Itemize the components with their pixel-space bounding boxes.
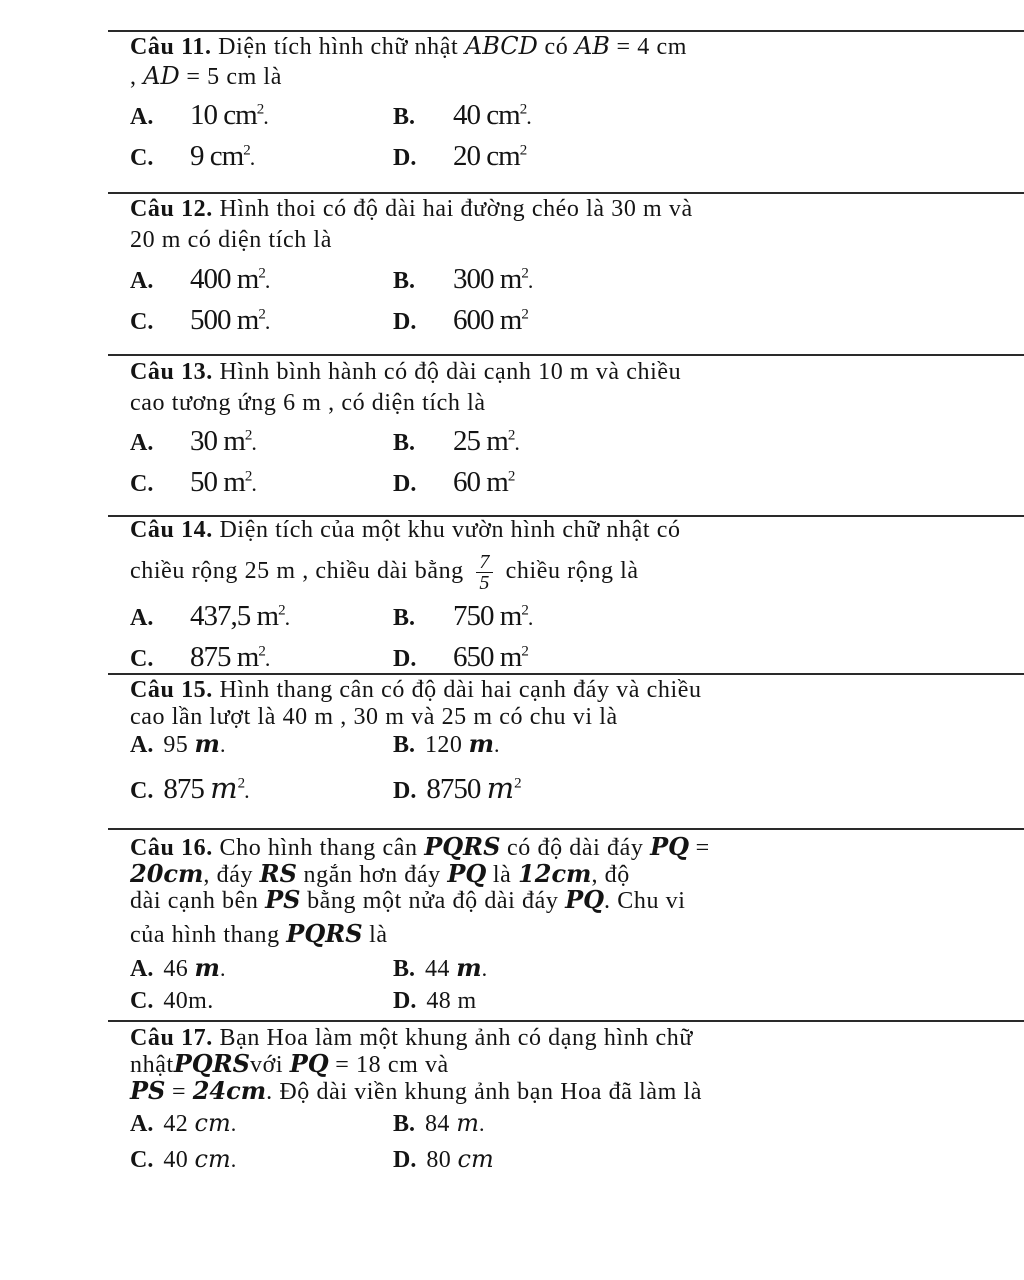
option-a[interactable] [130, 728, 226, 761]
math-symbol: PQRS [424, 832, 501, 861]
option-unit: cm [194, 1145, 231, 1173]
math-symbol: 12cm [518, 859, 592, 888]
option-b[interactable] [393, 952, 488, 985]
question-text-line [130, 516, 681, 544]
option-letter: B. [393, 604, 416, 631]
option-period: . [251, 470, 256, 496]
option-exponent: 2 [521, 643, 528, 659]
question-text-line [130, 552, 639, 593]
option-letter: A. [130, 732, 154, 758]
option-number: 44 [425, 956, 457, 982]
option-number: 600 m [453, 303, 522, 336]
text-run: nhật [130, 1052, 174, 1078]
option-unit: cm [194, 1109, 231, 1137]
option-period: . [494, 732, 500, 757]
option-letter: D. [393, 470, 417, 497]
math-symbol: AD [143, 62, 180, 90]
question-text-line [130, 860, 630, 889]
option-number: 500 m [190, 303, 259, 336]
option-value [426, 1147, 493, 1173]
option-value [453, 641, 528, 673]
option-letter: A. [130, 267, 154, 294]
text-run: là [486, 862, 519, 888]
question-text-line [130, 226, 332, 254]
question-text-line [130, 833, 710, 862]
text-run: , [130, 64, 144, 90]
option-number: 9 cm [190, 139, 244, 172]
option-b[interactable] [393, 257, 532, 297]
math-symbol: 24cm [192, 1076, 267, 1105]
option-value [453, 263, 532, 295]
option-number: 875 [163, 772, 211, 805]
divider [108, 673, 1024, 675]
text-run: có [537, 34, 575, 60]
option-c[interactable] [130, 298, 269, 338]
option-exponent: 2 [256, 101, 264, 117]
option-letter: C. [130, 308, 154, 335]
option-value [426, 770, 521, 805]
math-symbol: PS [130, 1076, 166, 1105]
divider [108, 828, 1024, 830]
option-period: . [284, 604, 290, 630]
option-exponent: 2 [258, 643, 265, 659]
text-run: chiều rộng 25 m , chiều dài bằng [130, 558, 471, 585]
option-value [425, 953, 488, 982]
option-d[interactable] [393, 460, 514, 500]
option-letter: A. [130, 103, 154, 130]
text-run: cao lần lượt là 40 m , 30 m và 25 m có chu vi là [130, 704, 618, 730]
option-letter: A. [130, 956, 154, 982]
option-value [163, 1111, 236, 1137]
option-period: . [230, 1111, 237, 1136]
option-number: 40 [163, 1147, 195, 1173]
fraction-denominator: 5 [479, 572, 490, 594]
option-letter: D. [393, 988, 417, 1014]
option-letter: B. [393, 429, 416, 456]
option-value [425, 1111, 485, 1137]
option-number: 46 [163, 956, 195, 982]
option-value [190, 425, 256, 457]
option-number: 80 [426, 1147, 458, 1173]
option-c[interactable] [130, 460, 256, 500]
math-symbol: PQ [565, 885, 605, 914]
option-value [425, 729, 500, 758]
option-letter: C. [130, 645, 154, 672]
option-letter: B. [393, 732, 416, 758]
math-symbol: ABCD [464, 32, 538, 60]
option-period: . [219, 732, 226, 757]
option-exponent: 2 [521, 265, 528, 281]
option-period: . [264, 645, 270, 671]
question-text-line [130, 1050, 449, 1079]
option-d[interactable] [393, 298, 528, 338]
option-exponent: 2 [521, 602, 528, 618]
option-b[interactable] [393, 728, 500, 761]
option-value [163, 1147, 236, 1173]
option-c[interactable] [130, 1143, 237, 1176]
option-period: . [244, 777, 249, 803]
option-exponent: 2 [244, 468, 252, 484]
option-b[interactable] [393, 93, 531, 133]
option-letter: D. [393, 144, 417, 171]
option-exponent: 2 [507, 427, 515, 443]
text-run: Diện tích hình chữ nhật [218, 34, 465, 60]
text-run: = [689, 835, 710, 861]
text-run: bằng một nửa độ dài đáy [300, 888, 566, 914]
option-exponent: 2 [519, 142, 527, 158]
option-d[interactable] [393, 767, 521, 807]
option-letter: A. [130, 1111, 154, 1137]
divider [108, 354, 1024, 356]
text-run: . Chu vi [604, 888, 686, 914]
option-value [453, 304, 528, 336]
math-symbol: PQ [447, 859, 487, 888]
option-value [163, 988, 213, 1014]
option-a[interactable] [130, 257, 269, 297]
text-run: với [249, 1052, 290, 1078]
text-run: = 5 cm là [179, 64, 282, 90]
option-a[interactable] [130, 952, 226, 985]
option-value [453, 466, 514, 498]
question-text-line [130, 676, 702, 704]
question-text-line [130, 32, 687, 61]
option-d[interactable] [393, 635, 528, 675]
text-run: Bạn Hoa làm một khung ảnh có dạng hình chữ [219, 1025, 693, 1051]
text-run: có độ dài đáy [500, 835, 651, 861]
option-number: 750 m [453, 599, 522, 632]
option-value [190, 641, 269, 673]
option-letter: D. [393, 777, 417, 804]
option-letter: D. [393, 1147, 417, 1173]
option-exponent: 2 [258, 265, 265, 281]
option-period: . [527, 604, 533, 630]
fraction [476, 552, 493, 593]
divider [108, 1020, 1024, 1022]
option-value [163, 953, 226, 982]
option-letter: A. [130, 604, 154, 631]
question-number: Câu 11. [130, 34, 212, 60]
option-value [190, 466, 256, 498]
option-number: 42 [163, 1111, 195, 1137]
fraction-numerator: 7 [476, 552, 493, 573]
option-letter: C. [130, 470, 154, 497]
option-a[interactable] [130, 594, 289, 634]
option-number: 300 m [453, 262, 522, 295]
question-text-line [130, 195, 693, 223]
option-letter: A. [130, 429, 154, 456]
option-value [453, 99, 531, 131]
option-value [453, 600, 532, 632]
option-exponent: 2 [237, 775, 245, 791]
question-text-line [130, 886, 686, 915]
option-number: 400 m [190, 262, 259, 295]
option-number: 50 m [190, 465, 245, 498]
option-number: 437,5 m [190, 599, 279, 632]
option-letter: C. [130, 988, 154, 1014]
option-unit: cm [457, 1145, 494, 1173]
option-number: 40m. [163, 988, 214, 1014]
option-letter: D. [393, 645, 417, 672]
option-exponent: 2 [507, 468, 515, 484]
question-number: Câu 12. [130, 196, 213, 222]
option-number: 875 m [190, 640, 259, 673]
text-run: Cho hình thang cân [219, 835, 425, 861]
option-period: . [526, 103, 531, 129]
math-symbol: AB [574, 32, 610, 60]
option-number: 120 [425, 732, 469, 758]
math-symbol: RS [259, 859, 297, 888]
option-c[interactable] [130, 985, 214, 1017]
text-run: dài cạnh bên [130, 888, 266, 914]
text-run: cao tương ứng 6 m , có diện tích là [130, 390, 486, 416]
text-run: Diện tích của một khu vườn hình chữ nhật có [219, 517, 681, 543]
option-letter: D. [393, 308, 417, 335]
text-run: 20 m có diện tích là [130, 227, 332, 253]
option-letter: B. [393, 103, 416, 130]
question-text-line [130, 920, 388, 949]
math-symbol: PQ [650, 832, 690, 861]
option-b[interactable] [393, 1107, 485, 1140]
option-value [163, 729, 226, 758]
text-run: , đáy [203, 862, 260, 888]
option-period: . [219, 956, 226, 981]
option-unit: m [210, 770, 238, 805]
option-unit: m [486, 770, 515, 805]
math-symbol: 20cm [130, 859, 204, 888]
option-period: . [527, 267, 533, 293]
option-exponent: 2 [244, 427, 252, 443]
option-b[interactable] [393, 419, 519, 459]
question-text-line [130, 62, 282, 91]
option-period: . [263, 103, 268, 129]
option-b[interactable] [393, 594, 532, 634]
question-number: Câu 17. [130, 1025, 213, 1051]
option-unit: m [456, 953, 482, 982]
option-exponent: 2 [243, 142, 250, 158]
text-run: . Độ dài viền khung ảnh bạn Hoa đã làm là [266, 1079, 702, 1105]
option-exponent: 2 [514, 775, 521, 791]
option-period: . [264, 308, 270, 334]
math-symbol: PQ [289, 1049, 329, 1078]
math-symbol: PQRS [173, 1049, 250, 1078]
option-a[interactable] [130, 419, 256, 459]
question-text-line [130, 703, 618, 731]
option-number: 40 cm [453, 98, 520, 131]
option-unit: m [194, 953, 220, 982]
option-c[interactable] [130, 635, 269, 675]
option-value [190, 263, 269, 295]
option-letter: B. [393, 267, 416, 294]
question-text-line [130, 1024, 693, 1052]
option-period: . [251, 429, 256, 455]
text-run: Hình thoi có độ dài hai đường chéo là 30 m và [219, 196, 693, 222]
option-d[interactable] [393, 1143, 494, 1176]
option-a[interactable] [130, 1107, 237, 1140]
option-letter: C. [130, 777, 154, 804]
option-a[interactable] [130, 93, 268, 133]
option-exponent: 2 [278, 602, 285, 618]
option-value [163, 770, 249, 805]
option-number: 30 m [190, 424, 245, 457]
option-period: . [230, 1147, 237, 1172]
option-period: . [249, 144, 255, 170]
option-period: . [481, 956, 488, 981]
math-symbol: PS [265, 885, 301, 914]
question-number: Câu 15. [130, 677, 213, 703]
text-run: Hình bình hành có độ dài cạnh 10 m và chiều [219, 359, 682, 385]
option-value [190, 140, 254, 172]
option-value [190, 600, 289, 632]
question-text-line [130, 389, 486, 417]
option-value [190, 99, 268, 131]
option-value [453, 425, 519, 457]
option-letter: B. [393, 1111, 416, 1137]
option-number: 650 m [453, 640, 522, 673]
option-unit: m [456, 1109, 479, 1137]
option-number: 20 cm [453, 139, 520, 172]
option-number: 10 cm [190, 98, 257, 131]
text-run: Hình thang cân có độ dài hai cạnh đáy và chiều [219, 677, 702, 703]
option-letter: C. [130, 1147, 154, 1173]
option-exponent: 2 [519, 101, 527, 117]
text-run: ngắn hơn đáy [296, 862, 448, 888]
option-number: 8750 [426, 772, 487, 805]
option-number: 84 [425, 1111, 457, 1137]
option-d[interactable] [393, 985, 477, 1017]
text-run: , độ [591, 862, 630, 888]
question-number: Câu 14. [130, 517, 213, 543]
option-exponent: 2 [521, 306, 528, 322]
option-letter: C. [130, 144, 154, 171]
option-value [453, 140, 526, 172]
option-unit: m [468, 729, 495, 758]
option-c[interactable] [130, 134, 254, 174]
text-run: = 18 cm và [328, 1052, 449, 1078]
option-d[interactable] [393, 134, 526, 174]
question-number: Câu 16. [130, 835, 213, 861]
option-number: 60 m [453, 465, 508, 498]
option-unit: m [194, 729, 220, 758]
option-value [426, 988, 476, 1014]
text-run: là [362, 922, 388, 948]
text-run: = [165, 1079, 193, 1105]
question-number: Câu 13. [130, 359, 213, 385]
option-c[interactable] [130, 767, 249, 807]
text-run: của hình thang [130, 922, 287, 948]
question-text-line [130, 1077, 702, 1106]
option-period: . [264, 267, 270, 293]
text-run: chiều rộng là [499, 558, 639, 585]
option-period: . [514, 429, 519, 455]
text-run: = 4 cm [609, 34, 687, 60]
option-value [190, 304, 269, 336]
math-symbol: PQRS [286, 919, 363, 948]
option-number: 95 [163, 732, 195, 758]
option-letter: B. [393, 956, 416, 982]
divider [108, 192, 1024, 194]
option-number: 48 m [426, 988, 477, 1014]
question-text-line [130, 358, 681, 386]
option-exponent: 2 [258, 306, 265, 322]
option-period: . [478, 1111, 485, 1136]
option-number: 25 m [453, 424, 508, 457]
